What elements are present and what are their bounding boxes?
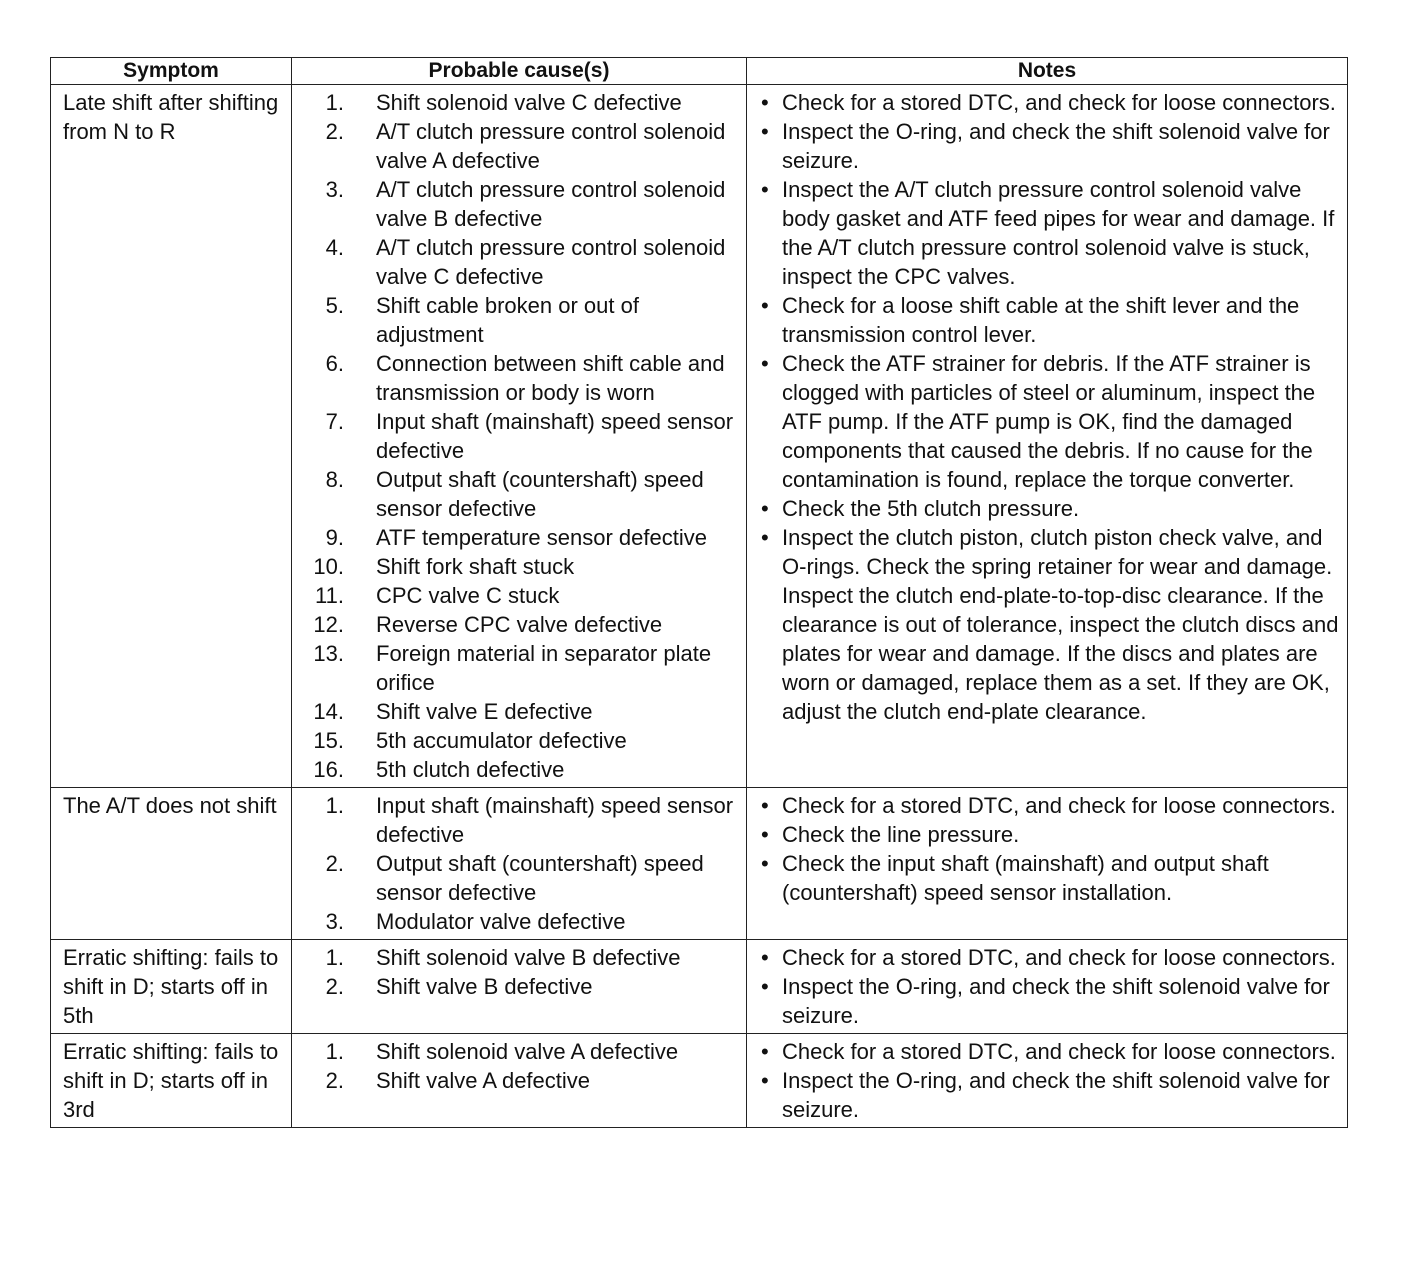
cause-item [292,943,742,972]
cause-text: Shift solenoid valve C defective [376,90,682,115]
bullet-icon: • [761,119,769,144]
note-text: Inspect the O-ring, and check the shift solenoid valve for seizure. [782,1068,1330,1122]
cause-text: CPC valve C stuck [376,583,560,608]
cause-item [292,639,742,697]
cause-item [292,581,742,610]
cause-number: 12. [313,612,344,637]
cause-item [292,1066,742,1095]
note-item [757,1066,1339,1124]
notes-cell [747,788,1348,940]
notes-list [747,85,1347,729]
cause-number: 2. [325,851,344,876]
cause-item [292,349,742,407]
bullet-icon: • [761,1039,769,1064]
cause-text: Output shaft (countershaft) speed sensor defective [376,851,704,905]
note-text: Check for a loose shift cable at the shift lever and the transmission control lever. [782,293,1300,347]
cause-text: A/T clutch pressure control solenoid valve B defective [376,177,726,231]
cause-number: 15. [313,728,344,753]
cause-item [292,407,742,465]
cause-number: 2. [325,119,344,144]
cause-number: 1. [325,1039,344,1064]
note-item [757,117,1339,175]
notes-list [747,940,1347,1033]
cause-text: Shift solenoid valve B defective [376,945,681,970]
cause-item [292,610,742,639]
table-row [51,788,1348,940]
note-text: Check the line pressure. [782,822,1020,847]
causes-cell [292,788,747,940]
cause-text: Shift valve B defective [376,974,593,999]
note-item [757,1037,1339,1066]
notes-list [747,788,1347,910]
note-text: Inspect the A/T clutch pressure control solenoid valve body gasket and ATF feed pipes for wear and damage. If the A/T clutch pressure control solenoid valve is stuck, inspect the CPC valves. [782,177,1335,289]
notes-header: Notes [747,58,1348,85]
symptom-header: Symptom [51,58,292,85]
cause-number: 13. [313,641,344,666]
cause-text: Foreign material in separator plate orifice [376,641,712,695]
cause-item [292,849,742,907]
cause-number: 2. [325,1068,344,1093]
note-item [757,175,1339,291]
cause-item [292,552,742,581]
causes-cell [292,1034,747,1128]
causes-list [292,940,746,1004]
cause-text: Shift valve E defective [376,699,593,724]
cause-number: 14. [313,699,344,724]
cause-item [292,88,742,117]
note-text: Check for a stored DTC, and check for loose connectors. [782,793,1336,818]
cause-item [292,465,742,523]
table-row [51,85,1348,788]
cause-item [292,291,742,349]
cause-text: Shift solenoid valve A defective [376,1039,679,1064]
cause-text: Shift valve A defective [376,1068,591,1093]
note-item [757,972,1339,1030]
note-item [757,849,1339,907]
bullet-icon: • [761,293,769,318]
header-row [51,58,1348,85]
cause-text: 5th clutch defective [376,757,565,782]
cause-number: 7. [325,409,344,434]
symptom-cell: Late shift after shifting from N to R [51,85,292,788]
cause-text: A/T clutch pressure control solenoid valve C defective [376,235,726,289]
bullet-icon: • [761,525,769,550]
cause-text: Shift cable broken or out of adjustment [376,293,639,347]
cause-item [292,755,742,784]
note-text: Inspect the clutch piston, clutch piston check valve, and O-rings. Check the spring retainer for wear and damage. Inspect the clutch end-plate-to-top-disc clearance. If the clearance is out of tolerance, inspect the clutch discs and plates for wear and damage. If the discs and plates are worn or damaged, replace them as a set. If they are OK, adjust the clutch end-plate clearance. [782,525,1339,724]
cause-text: Shift fork shaft stuck [376,554,575,579]
cause-number: 1. [325,90,344,115]
note-text: Inspect the O-ring, and check the shift solenoid valve for seizure. [782,119,1330,173]
table-row [51,1034,1348,1128]
note-text: Check the 5th clutch pressure. [782,496,1080,521]
causes-cell [292,940,747,1034]
notes-cell [747,1034,1348,1128]
cause-number: 3. [325,177,344,202]
cause-number: 4. [325,235,344,260]
cause-number: 6. [325,351,344,376]
bullet-icon: • [761,90,769,115]
cause-item [292,233,742,291]
cause-item [292,791,742,849]
note-item [757,291,1339,349]
cause-item [292,697,742,726]
cause-number: 3. [325,909,344,934]
note-text: Check for a stored DTC, and check for loose connectors. [782,945,1336,970]
cause-number: 10. [313,554,344,579]
cause-number: 1. [325,945,344,970]
symptom-cell: Erratic shifting: fails to shift in D; starts off in 5th [51,940,292,1034]
causes-cell [292,85,747,788]
bullet-icon: • [761,177,769,202]
cause-number: 16. [313,757,344,782]
note-text: Check for a stored DTC, and check for loose connectors. [782,1039,1336,1064]
troubleshooting-table [50,57,1348,1128]
cause-text: 5th accumulator defective [376,728,627,753]
cause-number: 2. [325,974,344,999]
causes-header: Probable cause(s) [292,58,747,85]
notes-cell [747,940,1348,1034]
note-item [757,88,1339,117]
bullet-icon: • [761,945,769,970]
cause-item [292,523,742,552]
note-item [757,349,1339,494]
cause-number: 9. [325,525,344,550]
note-item [757,494,1339,523]
cause-number: 1. [325,793,344,818]
notes-list [747,1034,1347,1127]
note-item [757,943,1339,972]
cause-text: Connection between shift cable and transmission or body is worn [376,351,725,405]
bullet-icon: • [761,822,769,847]
note-text: Check for a stored DTC, and check for loose connectors. [782,90,1336,115]
notes-cell [747,85,1348,788]
note-item [757,820,1339,849]
cause-item [292,907,742,936]
bullet-icon: • [761,351,769,376]
note-item [757,523,1339,726]
cause-item [292,1037,742,1066]
cause-text: Reverse CPC valve defective [376,612,663,637]
bullet-icon: • [761,793,769,818]
cause-text: Output shaft (countershaft) speed sensor defective [376,467,704,521]
cause-text: Input shaft (mainshaft) speed sensor defective [376,409,734,463]
table-body [51,85,1348,1128]
cause-item [292,117,742,175]
bullet-icon: • [761,974,769,999]
cause-text: Input shaft (mainshaft) speed sensor defective [376,793,734,847]
causes-list [292,85,746,787]
table-row [51,940,1348,1034]
symptom-cell: Erratic shifting: fails to shift in D; starts off in 3rd [51,1034,292,1128]
causes-list [292,1034,746,1098]
cause-number: 5. [325,293,344,318]
causes-list [292,788,746,939]
cause-text: Modulator valve defective [376,909,626,934]
note-text: Check the input shaft (mainshaft) and output shaft (countershaft) speed sensor installation. [782,851,1269,905]
note-text: Inspect the O-ring, and check the shift solenoid valve for seizure. [782,974,1330,1028]
cause-item [292,972,742,1001]
bullet-icon: • [761,496,769,521]
note-text: Check the ATF strainer for debris. If the ATF strainer is clogged with particles of steel or aluminum, inspect the ATF pump. If the ATF pump is OK, find the damaged components that caused the debris. If no cause for the contamination is found, replace the torque converter. [782,351,1316,492]
bullet-icon: • [761,1068,769,1093]
cause-text: A/T clutch pressure control solenoid valve A defective [376,119,726,173]
bullet-icon: • [761,851,769,876]
cause-text: ATF temperature sensor defective [376,525,707,550]
cause-number: 8. [325,467,344,492]
cause-number: 11. [315,583,344,608]
cause-item [292,175,742,233]
cause-item [292,726,742,755]
note-item [757,791,1339,820]
symptom-cell: The A/T does not shift [51,788,292,940]
